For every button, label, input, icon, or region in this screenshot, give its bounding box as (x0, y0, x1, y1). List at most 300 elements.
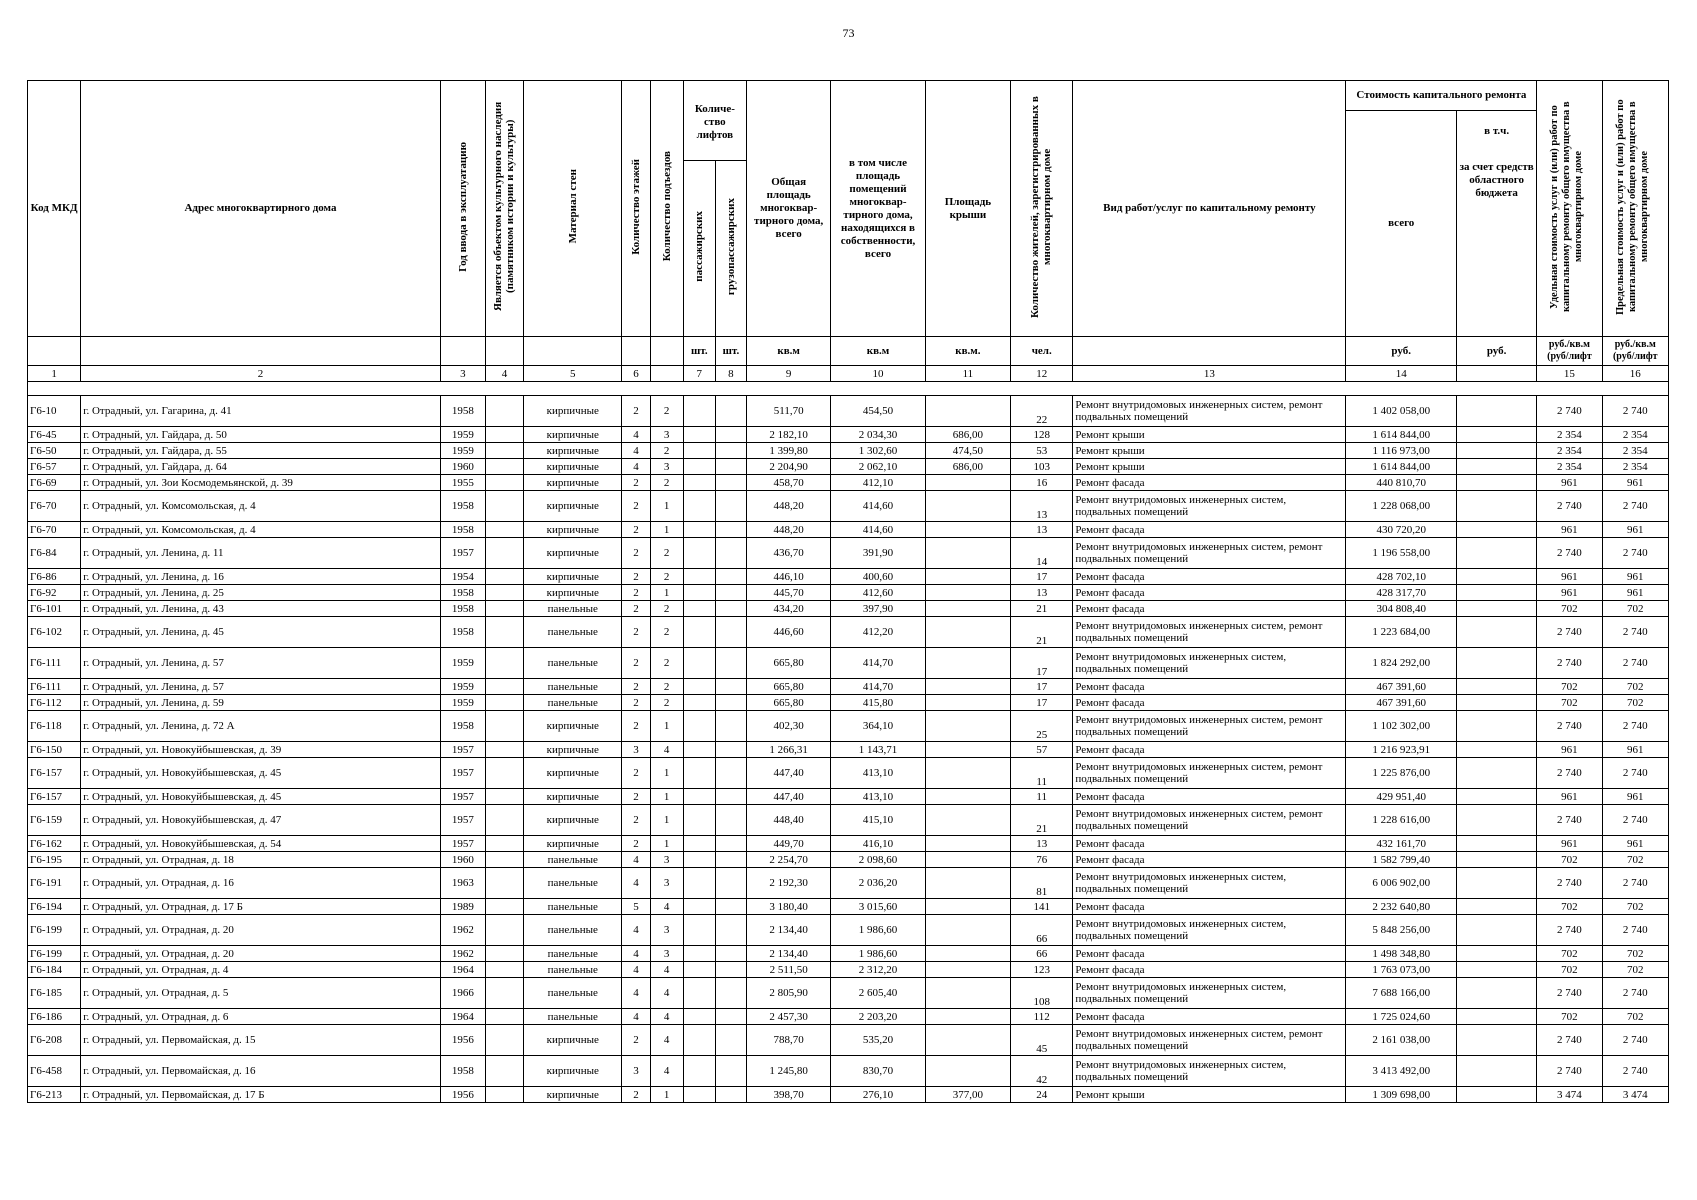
cell-floors: 2 (622, 569, 650, 585)
cell-roof-area (925, 789, 1010, 805)
cell-lifts-passenger (683, 1009, 715, 1025)
cell-wall-material: панельные (524, 695, 622, 711)
cell-year: 1957 (440, 742, 485, 758)
table-row (28, 978, 1669, 1009)
cell-year: 1956 (440, 1087, 485, 1103)
column-number: 14 (1346, 366, 1456, 382)
cell-year: 1959 (440, 443, 485, 459)
cell-residents: 17 (1011, 569, 1073, 585)
cell-lifts-cargo (715, 522, 746, 538)
column-number: 8 (715, 366, 746, 382)
cell-roof-area (925, 648, 1010, 679)
cell-lifts-cargo (715, 601, 746, 617)
cell-code: Г6-57 (28, 459, 81, 475)
cell-year: 1962 (440, 946, 485, 962)
cell-entrances: 1 (650, 1087, 683, 1103)
cell-unit-cost: 2 740 (1537, 1056, 1602, 1087)
cell-wall-material: панельные (524, 868, 622, 899)
column-number: 13 (1073, 366, 1346, 382)
cell-lifts-cargo (715, 962, 746, 978)
page-number: 73 (842, 26, 855, 40)
cell-address: г. Отрадный, ул. Комсомольская, д. 4 (81, 491, 441, 522)
cell-entrances: 2 (650, 443, 683, 459)
cell-unit-cost: 2 740 (1537, 396, 1602, 427)
unit-floors (622, 337, 650, 366)
cell-entrances: 3 (650, 459, 683, 475)
cell-unit-cost: 702 (1537, 852, 1602, 868)
cell-code: Г6-50 (28, 443, 81, 459)
cell-unit-cost: 2 354 (1537, 459, 1602, 475)
unit-residents: чел. (1011, 337, 1073, 366)
cell-roof-area (925, 978, 1010, 1009)
cell-unit-cost: 702 (1537, 962, 1602, 978)
table-row (28, 1009, 1669, 1025)
cell-lifts-passenger (683, 915, 715, 946)
cell-lifts-passenger (683, 396, 715, 427)
cell-wall-material: панельные (524, 852, 622, 868)
cell-code: Г6-195 (28, 852, 81, 868)
cell-code: Г6-101 (28, 601, 81, 617)
cell-lifts-passenger (683, 1025, 715, 1056)
cell-owned-area: 2 034,30 (831, 427, 925, 443)
cell-lifts-cargo (715, 396, 746, 427)
cell-heritage (485, 427, 523, 443)
cell-limit-cost: 2 740 (1602, 538, 1668, 569)
cell-residents: 66 (1011, 915, 1073, 946)
cell-address: г. Отрадный, ул. Ленина, д. 25 (81, 585, 441, 601)
cell-total-area: 2 192,30 (746, 868, 830, 899)
cell-lifts-cargo (715, 538, 746, 569)
cell-entrances: 1 (650, 711, 683, 742)
cell-roof-area: 686,00 (925, 459, 1010, 475)
cell-entrances: 2 (650, 679, 683, 695)
cell-year: 1954 (440, 569, 485, 585)
cell-heritage (485, 852, 523, 868)
table-row (28, 585, 1669, 601)
cell-year: 1960 (440, 852, 485, 868)
cell-unit-cost: 2 740 (1537, 538, 1602, 569)
cell-roof-area (925, 695, 1010, 711)
header-address: Адрес многоквартирного дома (81, 81, 441, 337)
cell-unit-cost: 2 354 (1537, 443, 1602, 459)
cell-cost-total: 7 688 166,00 (1346, 978, 1456, 1009)
cell-owned-area: 414,70 (831, 679, 925, 695)
cell-lifts-passenger (683, 946, 715, 962)
cell-limit-cost: 2 354 (1602, 459, 1668, 475)
cell-lifts-passenger (683, 899, 715, 915)
unit-cost-total: руб. (1346, 337, 1456, 366)
cell-lifts-cargo (715, 491, 746, 522)
cell-year: 1962 (440, 915, 485, 946)
cell-code: Г6-102 (28, 617, 81, 648)
cell-year: 1957 (440, 789, 485, 805)
cell-heritage (485, 868, 523, 899)
cell-cost-budget (1456, 459, 1536, 475)
cell-wall-material: панельные (524, 962, 622, 978)
cell-floors: 4 (622, 915, 650, 946)
cell-work-type: Ремонт внутридомовых инженерных систем, ремонт подвальных помещений (1073, 805, 1346, 836)
cell-address: г. Отрадный, ул. Ленина, д. 57 (81, 679, 441, 695)
cell-year: 1959 (440, 679, 485, 695)
cell-lifts-passenger (683, 962, 715, 978)
cell-residents: 42 (1011, 1056, 1073, 1087)
cell-limit-cost: 702 (1602, 1009, 1668, 1025)
cell-entrances: 3 (650, 946, 683, 962)
cell-heritage (485, 1025, 523, 1056)
cell-lifts-cargo (715, 475, 746, 491)
cell-roof-area (925, 868, 1010, 899)
cell-total-area: 2 254,70 (746, 852, 830, 868)
cell-entrances: 4 (650, 1025, 683, 1056)
cell-year: 1960 (440, 459, 485, 475)
cell-lifts-passenger (683, 789, 715, 805)
cell-unit-cost: 961 (1537, 836, 1602, 852)
cell-residents: 16 (1011, 475, 1073, 491)
cell-address: г. Отрадный, ул. Гайдара, д. 64 (81, 459, 441, 475)
cell-cost-budget (1456, 899, 1536, 915)
cell-cost-budget (1456, 427, 1536, 443)
cell-heritage (485, 789, 523, 805)
cell-code: Г6-186 (28, 1009, 81, 1025)
cell-cost-total: 1 225 876,00 (1346, 758, 1456, 789)
cell-heritage (485, 946, 523, 962)
cell-owned-area: 413,10 (831, 758, 925, 789)
cell-work-type: Ремонт фасада (1073, 475, 1346, 491)
cell-lifts-cargo (715, 946, 746, 962)
cell-year: 1958 (440, 491, 485, 522)
cell-entrances: 3 (650, 915, 683, 946)
cell-cost-budget (1456, 868, 1536, 899)
cell-cost-budget (1456, 742, 1536, 758)
cell-wall-material: кирпичные (524, 427, 622, 443)
cell-roof-area (925, 852, 1010, 868)
cell-residents: 81 (1011, 868, 1073, 899)
table-row (28, 1087, 1669, 1103)
cell-address: г. Отрадный, ул. Ленина, д. 59 (81, 695, 441, 711)
header-owned-area: в том числе площадь помещений многоквар-тирного дома, находящихся в собственности, всего (831, 81, 925, 337)
cell-unit-cost: 961 (1537, 522, 1602, 538)
cell-limit-cost: 702 (1602, 899, 1668, 915)
table-row (28, 475, 1669, 491)
column-number: 4 (485, 366, 523, 382)
header-lifts-passenger: пассажирских (683, 161, 715, 337)
cell-lifts-passenger (683, 459, 715, 475)
cell-roof-area (925, 836, 1010, 852)
cell-floors: 2 (622, 475, 650, 491)
cell-year: 1958 (440, 522, 485, 538)
cell-cost-total: 1 228 616,00 (1346, 805, 1456, 836)
unit-roof-area: кв.м. (925, 337, 1010, 366)
cell-cost-budget (1456, 491, 1536, 522)
cell-cost-total: 2 232 640,80 (1346, 899, 1456, 915)
cell-cost-total: 429 951,40 (1346, 789, 1456, 805)
cell-address: г. Отрадный, ул. Ленина, д. 16 (81, 569, 441, 585)
cell-lifts-cargo (715, 711, 746, 742)
cell-work-type: Ремонт внутридомовых инженерных систем, подвальных помещений (1073, 491, 1346, 522)
cell-lifts-cargo (715, 648, 746, 679)
cell-year: 1964 (440, 962, 485, 978)
cell-owned-area: 2 605,40 (831, 978, 925, 1009)
cell-limit-cost: 2 740 (1602, 868, 1668, 899)
cell-owned-area: 412,60 (831, 585, 925, 601)
cell-total-area: 434,20 (746, 601, 830, 617)
cell-work-type: Ремонт внутридомовых инженерных систем, ремонт подвальных помещений (1073, 617, 1346, 648)
table-row (28, 852, 1669, 868)
cell-entrances: 4 (650, 1009, 683, 1025)
cell-owned-area: 391,90 (831, 538, 925, 569)
cell-unit-cost: 702 (1537, 601, 1602, 617)
cell-roof-area (925, 538, 1010, 569)
cell-entrances: 4 (650, 742, 683, 758)
cell-owned-area: 412,10 (831, 475, 925, 491)
cell-code: Г6-150 (28, 742, 81, 758)
cell-code: Г6-86 (28, 569, 81, 585)
cell-code: Г6-118 (28, 711, 81, 742)
cell-work-type: Ремонт фасада (1073, 836, 1346, 852)
cell-wall-material: панельные (524, 899, 622, 915)
cell-limit-cost: 2 740 (1602, 1056, 1668, 1087)
cell-residents: 22 (1011, 396, 1073, 427)
cell-lifts-passenger (683, 601, 715, 617)
cell-code: Г6-84 (28, 538, 81, 569)
cell-entrances: 1 (650, 585, 683, 601)
cell-entrances: 2 (650, 569, 683, 585)
unit-lifts-cargo: шт. (715, 337, 746, 366)
cell-lifts-passenger (683, 695, 715, 711)
cell-work-type: Ремонт внутридомовых инженерных систем, ремонт подвальных помещений (1073, 396, 1346, 427)
cell-lifts-cargo (715, 789, 746, 805)
cell-lifts-cargo (715, 852, 746, 868)
cell-roof-area (925, 601, 1010, 617)
cell-wall-material: панельные (524, 946, 622, 962)
column-number: 6 (622, 366, 650, 382)
cell-lifts-passenger (683, 711, 715, 742)
cell-work-type: Ремонт фасада (1073, 962, 1346, 978)
cell-total-area: 511,70 (746, 396, 830, 427)
cell-heritage (485, 899, 523, 915)
cell-unit-cost: 961 (1537, 475, 1602, 491)
cell-total-area: 447,40 (746, 758, 830, 789)
cell-address: г. Отрадный, ул. Новокуйбышевская, д. 45 (81, 789, 441, 805)
table-row (28, 1025, 1669, 1056)
unit-lifts-passenger: шт. (683, 337, 715, 366)
cell-total-area: 2 204,90 (746, 459, 830, 475)
cell-unit-cost: 702 (1537, 1009, 1602, 1025)
cell-cost-budget (1456, 475, 1536, 491)
header-cost: Стоимость капитального ремонта (1346, 81, 1537, 111)
cell-year: 1958 (440, 396, 485, 427)
cell-cost-total: 1 196 558,00 (1346, 538, 1456, 569)
table-row (28, 569, 1669, 585)
cell-cost-budget (1456, 443, 1536, 459)
table-row (28, 805, 1669, 836)
cell-work-type: Ремонт внутридомовых инженерных систем, подвальных помещений (1073, 978, 1346, 1009)
cell-wall-material: панельные (524, 601, 622, 617)
cell-heritage (485, 962, 523, 978)
cell-address: г. Отрадный, ул. Ленина, д. 11 (81, 538, 441, 569)
cell-lifts-passenger (683, 679, 715, 695)
cell-entrances: 1 (650, 789, 683, 805)
cell-roof-area (925, 491, 1010, 522)
cell-floors: 4 (622, 852, 650, 868)
cell-heritage (485, 805, 523, 836)
cell-entrances: 2 (650, 617, 683, 648)
cell-cost-budget (1456, 396, 1536, 427)
cell-limit-cost: 961 (1602, 836, 1668, 852)
cell-roof-area: 686,00 (925, 427, 1010, 443)
cell-roof-area (925, 915, 1010, 946)
header-code: Код МКД (28, 81, 81, 337)
cell-lifts-cargo (715, 758, 746, 789)
table-row (28, 758, 1669, 789)
cell-owned-area: 3 015,60 (831, 899, 925, 915)
cell-total-area: 2 182,10 (746, 427, 830, 443)
header-lifts: Количе-ство лифтов (683, 81, 746, 161)
cell-address: г. Отрадный, ул. Зои Космодемьянской, д. 39 (81, 475, 441, 491)
cell-floors: 2 (622, 805, 650, 836)
cell-code: Г6-213 (28, 1087, 81, 1103)
table-row (28, 679, 1669, 695)
cell-heritage (485, 1087, 523, 1103)
capital-repair-register-table (27, 80, 1669, 1103)
cell-cost-budget (1456, 648, 1536, 679)
cell-heritage (485, 679, 523, 695)
cell-wall-material: панельные (524, 915, 622, 946)
cell-lifts-passenger (683, 836, 715, 852)
cell-limit-cost: 702 (1602, 601, 1668, 617)
table-row (28, 459, 1669, 475)
cell-residents: 112 (1011, 1009, 1073, 1025)
cell-work-type: Ремонт крыши (1073, 427, 1346, 443)
cell-roof-area (925, 1009, 1010, 1025)
cell-total-area: 2 134,40 (746, 915, 830, 946)
cell-year: 1964 (440, 1009, 485, 1025)
column-number: 9 (746, 366, 830, 382)
cell-work-type: Ремонт внутридомовых инженерных систем, подвальных помещений (1073, 915, 1346, 946)
cell-floors: 4 (622, 962, 650, 978)
cell-cost-budget (1456, 1025, 1536, 1056)
cell-heritage (485, 522, 523, 538)
cell-work-type: Ремонт фасада (1073, 742, 1346, 758)
cell-heritage (485, 396, 523, 427)
cell-cost-budget (1456, 711, 1536, 742)
cell-limit-cost: 702 (1602, 946, 1668, 962)
column-number: 1 (28, 366, 81, 382)
table-row (28, 427, 1669, 443)
cell-heritage (485, 742, 523, 758)
column-number: 5 (524, 366, 622, 382)
cell-lifts-passenger (683, 1087, 715, 1103)
cell-code: Г6-112 (28, 695, 81, 711)
cell-work-type: Ремонт фасада (1073, 569, 1346, 585)
header-limit-cost: Предельная стоимость услуг и (или) работ по капитальному ремонту общего имущества в многоквартирном доме (1602, 81, 1668, 337)
column-number: 7 (683, 366, 715, 382)
table-row (28, 443, 1669, 459)
cell-limit-cost: 2 354 (1602, 443, 1668, 459)
cell-address: г. Отрадный, ул. Первомайская, д. 17 Б (81, 1087, 441, 1103)
cell-total-area: 436,70 (746, 538, 830, 569)
cell-code: Г6-157 (28, 758, 81, 789)
cell-cost-budget (1456, 805, 1536, 836)
cell-code: Г6-70 (28, 491, 81, 522)
cell-floors: 2 (622, 711, 650, 742)
cell-lifts-passenger (683, 569, 715, 585)
cell-roof-area: 377,00 (925, 1087, 1010, 1103)
cell-cost-total: 1 614 844,00 (1346, 459, 1456, 475)
cell-wall-material: панельные (524, 617, 622, 648)
cell-cost-budget (1456, 617, 1536, 648)
cell-floors: 5 (622, 899, 650, 915)
cell-total-area: 665,80 (746, 648, 830, 679)
cell-roof-area (925, 946, 1010, 962)
cell-limit-cost: 961 (1602, 569, 1668, 585)
cell-cost-total: 467 391,60 (1346, 679, 1456, 695)
cell-cost-total: 1 402 058,00 (1346, 396, 1456, 427)
cell-entrances: 3 (650, 852, 683, 868)
cell-wall-material: кирпичные (524, 585, 622, 601)
cell-unit-cost: 702 (1537, 899, 1602, 915)
cell-work-type: Ремонт фасада (1073, 1009, 1346, 1025)
header-residents: Количество жителей, зарегистрированных в многоквартирном доме (1011, 81, 1073, 337)
cell-wall-material: кирпичные (524, 475, 622, 491)
cell-unit-cost: 702 (1537, 679, 1602, 695)
table-row (28, 491, 1669, 522)
cell-owned-area: 416,10 (831, 836, 925, 852)
unit-entrances (650, 337, 683, 366)
cell-floors: 2 (622, 648, 650, 679)
cell-entrances: 2 (650, 648, 683, 679)
unit-wall (524, 337, 622, 366)
cell-year: 1957 (440, 538, 485, 569)
cell-code: Г6-185 (28, 978, 81, 1009)
cell-entrances: 3 (650, 427, 683, 443)
cell-unit-cost: 961 (1537, 742, 1602, 758)
cell-floors: 4 (622, 868, 650, 899)
cell-work-type: Ремонт фасада (1073, 522, 1346, 538)
cell-residents: 57 (1011, 742, 1073, 758)
cell-year: 1958 (440, 1056, 485, 1087)
cell-lifts-cargo (715, 459, 746, 475)
cell-lifts-cargo (715, 805, 746, 836)
cell-code: Г6-199 (28, 915, 81, 946)
header-entrances: Количество подъездов (650, 81, 683, 337)
cell-cost-budget (1456, 962, 1536, 978)
cell-heritage (485, 1009, 523, 1025)
cell-work-type: Ремонт внутридомовых инженерных систем, подвальных помещений (1073, 648, 1346, 679)
cell-total-area: 446,10 (746, 569, 830, 585)
cell-total-area: 2 805,90 (746, 978, 830, 1009)
table-header (28, 81, 1669, 396)
cell-cost-total: 1 223 684,00 (1346, 617, 1456, 648)
table-row (28, 1056, 1669, 1087)
cell-cost-total: 467 391,60 (1346, 695, 1456, 711)
cell-address: г. Отрадный, ул. Отрадная, д. 5 (81, 978, 441, 1009)
cell-residents: 17 (1011, 695, 1073, 711)
cell-heritage (485, 758, 523, 789)
cell-owned-area: 412,20 (831, 617, 925, 648)
cell-code: Г6-458 (28, 1056, 81, 1087)
table-row (28, 962, 1669, 978)
cell-residents: 128 (1011, 427, 1073, 443)
cell-address: г. Отрадный, ул. Первомайская, д. 15 (81, 1025, 441, 1056)
cell-cost-budget (1456, 679, 1536, 695)
cell-year: 1958 (440, 601, 485, 617)
cell-heritage (485, 585, 523, 601)
cell-roof-area (925, 585, 1010, 601)
cell-lifts-cargo (715, 443, 746, 459)
cell-lifts-cargo (715, 695, 746, 711)
cell-address: г. Отрадный, ул. Ленина, д. 72 А (81, 711, 441, 742)
